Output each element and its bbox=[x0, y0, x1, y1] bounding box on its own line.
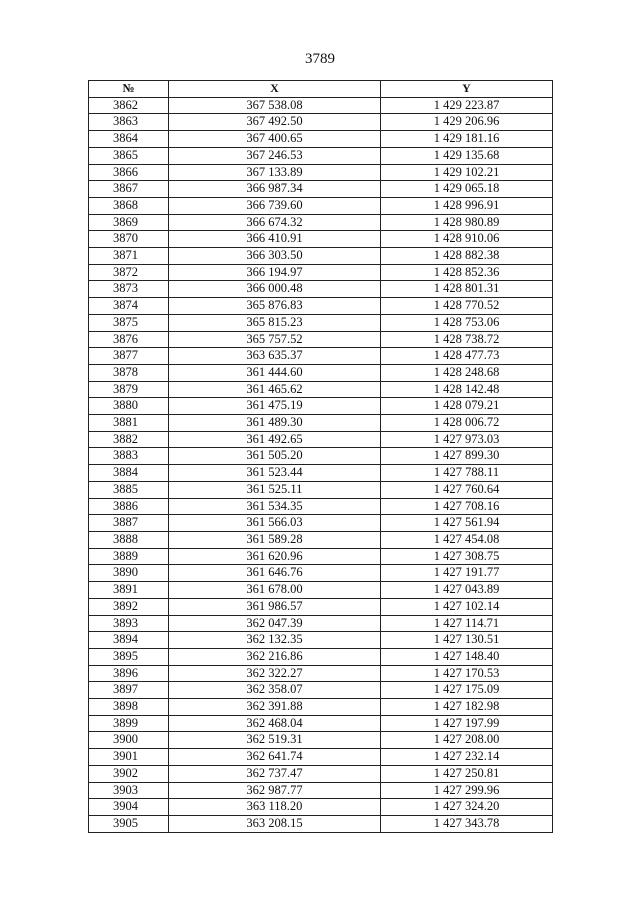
cell-number: 3901 bbox=[89, 749, 169, 766]
cell-number: 3878 bbox=[89, 364, 169, 381]
cell-y: 1 427 191.77 bbox=[381, 565, 553, 582]
cell-y: 1 428 801.31 bbox=[381, 281, 553, 298]
cell-y: 1 428 142.48 bbox=[381, 381, 553, 398]
cell-y: 1 428 738.72 bbox=[381, 331, 553, 348]
cell-number: 3884 bbox=[89, 465, 169, 482]
table-row bbox=[89, 431, 553, 448]
table-row bbox=[89, 565, 553, 582]
cell-x: 361 525.11 bbox=[169, 481, 381, 498]
cell-number: 3886 bbox=[89, 498, 169, 515]
table-row bbox=[89, 732, 553, 749]
table-row bbox=[89, 214, 553, 231]
cell-y: 1 427 043.89 bbox=[381, 582, 553, 599]
cell-x: 367 400.65 bbox=[169, 131, 381, 148]
cell-x: 366 739.60 bbox=[169, 197, 381, 214]
table-row bbox=[89, 782, 553, 799]
cell-number: 3879 bbox=[89, 381, 169, 398]
cell-x: 367 538.08 bbox=[169, 97, 381, 114]
cell-y: 1 427 250.81 bbox=[381, 765, 553, 782]
cell-y: 1 427 760.64 bbox=[381, 481, 553, 498]
cell-number: 3897 bbox=[89, 682, 169, 699]
cell-number: 3867 bbox=[89, 181, 169, 198]
cell-x: 365 815.23 bbox=[169, 314, 381, 331]
coordinates-table bbox=[88, 80, 553, 833]
table-row bbox=[89, 398, 553, 415]
cell-x: 361 444.60 bbox=[169, 364, 381, 381]
cell-number: 3880 bbox=[89, 398, 169, 415]
table-row bbox=[89, 97, 553, 114]
cell-number: 3872 bbox=[89, 264, 169, 281]
cell-number: 3866 bbox=[89, 164, 169, 181]
table-body bbox=[89, 97, 553, 832]
cell-x: 361 620.96 bbox=[169, 548, 381, 565]
cell-number: 3903 bbox=[89, 782, 169, 799]
cell-y: 1 427 175.09 bbox=[381, 682, 553, 699]
column-header-number: № bbox=[89, 81, 169, 98]
table-row bbox=[89, 632, 553, 649]
table-row bbox=[89, 231, 553, 248]
cell-number: 3865 bbox=[89, 147, 169, 164]
table-row bbox=[89, 648, 553, 665]
cell-x: 362 132.35 bbox=[169, 632, 381, 649]
cell-x: 366 410.91 bbox=[169, 231, 381, 248]
cell-y: 1 427 708.16 bbox=[381, 498, 553, 515]
table-row bbox=[89, 465, 553, 482]
cell-number: 3895 bbox=[89, 648, 169, 665]
cell-number: 3868 bbox=[89, 197, 169, 214]
cell-y: 1 427 308.75 bbox=[381, 548, 553, 565]
cell-x: 365 757.52 bbox=[169, 331, 381, 348]
table-row bbox=[89, 298, 553, 315]
cell-x: 362 047.39 bbox=[169, 615, 381, 632]
cell-y: 1 428 980.89 bbox=[381, 214, 553, 231]
table-row bbox=[89, 415, 553, 432]
table-row bbox=[89, 799, 553, 816]
cell-number: 3905 bbox=[89, 815, 169, 832]
table-row bbox=[89, 381, 553, 398]
cell-x: 361 646.76 bbox=[169, 565, 381, 582]
cell-number: 3889 bbox=[89, 548, 169, 565]
cell-x: 361 475.19 bbox=[169, 398, 381, 415]
cell-x: 361 489.30 bbox=[169, 415, 381, 432]
cell-y: 1 427 170.53 bbox=[381, 665, 553, 682]
cell-x: 366 000.48 bbox=[169, 281, 381, 298]
table-row bbox=[89, 264, 553, 281]
cell-y: 1 427 208.00 bbox=[381, 732, 553, 749]
cell-x: 362 641.74 bbox=[169, 749, 381, 766]
table-row bbox=[89, 147, 553, 164]
cell-number: 3900 bbox=[89, 732, 169, 749]
table-row bbox=[89, 481, 553, 498]
cell-number: 3882 bbox=[89, 431, 169, 448]
table-row bbox=[89, 665, 553, 682]
table-row bbox=[89, 197, 553, 214]
cell-y: 1 429 102.21 bbox=[381, 164, 553, 181]
cell-y: 1 429 181.16 bbox=[381, 131, 553, 148]
cell-number: 3876 bbox=[89, 331, 169, 348]
cell-x: 362 358.07 bbox=[169, 682, 381, 699]
cell-number: 3881 bbox=[89, 415, 169, 432]
cell-y: 1 427 232.14 bbox=[381, 749, 553, 766]
cell-y: 1 428 006.72 bbox=[381, 415, 553, 432]
cell-number: 3877 bbox=[89, 348, 169, 365]
cell-y: 1 428 477.73 bbox=[381, 348, 553, 365]
column-header-y: Y bbox=[381, 81, 553, 98]
table-row bbox=[89, 682, 553, 699]
cell-y: 1 427 182.98 bbox=[381, 699, 553, 716]
table-row bbox=[89, 348, 553, 365]
cell-number: 3873 bbox=[89, 281, 169, 298]
cell-number: 3892 bbox=[89, 598, 169, 615]
cell-x: 362 322.27 bbox=[169, 665, 381, 682]
cell-number: 3891 bbox=[89, 582, 169, 599]
cell-x: 362 987.77 bbox=[169, 782, 381, 799]
cell-y: 1 428 852.36 bbox=[381, 264, 553, 281]
cell-y: 1 428 910.06 bbox=[381, 231, 553, 248]
cell-y: 1 427 788.11 bbox=[381, 465, 553, 482]
table-row bbox=[89, 114, 553, 131]
cell-number: 3869 bbox=[89, 214, 169, 231]
table-row bbox=[89, 364, 553, 381]
page-number: 3789 bbox=[305, 51, 335, 67]
cell-number: 3898 bbox=[89, 699, 169, 716]
cell-y: 1 428 079.21 bbox=[381, 398, 553, 415]
cell-x: 361 534.35 bbox=[169, 498, 381, 515]
cell-y: 1 429 206.96 bbox=[381, 114, 553, 131]
cell-y: 1 427 299.96 bbox=[381, 782, 553, 799]
table-row bbox=[89, 582, 553, 599]
cell-y: 1 427 197.99 bbox=[381, 715, 553, 732]
cell-number: 3870 bbox=[89, 231, 169, 248]
cell-number: 3890 bbox=[89, 565, 169, 582]
cell-x: 366 674.32 bbox=[169, 214, 381, 231]
cell-x: 362 216.86 bbox=[169, 648, 381, 665]
table-header-row bbox=[89, 81, 553, 98]
cell-x: 362 468.04 bbox=[169, 715, 381, 732]
cell-number: 3885 bbox=[89, 481, 169, 498]
cell-y: 1 428 248.68 bbox=[381, 364, 553, 381]
cell-x: 367 246.53 bbox=[169, 147, 381, 164]
cell-x: 362 519.31 bbox=[169, 732, 381, 749]
cell-x: 365 876.83 bbox=[169, 298, 381, 315]
cell-number: 3864 bbox=[89, 131, 169, 148]
cell-y: 1 429 135.68 bbox=[381, 147, 553, 164]
table-row bbox=[89, 515, 553, 532]
cell-y: 1 428 996.91 bbox=[381, 197, 553, 214]
cell-x: 361 589.28 bbox=[169, 531, 381, 548]
cell-number: 3862 bbox=[89, 97, 169, 114]
cell-number: 3902 bbox=[89, 765, 169, 782]
cell-y: 1 428 770.52 bbox=[381, 298, 553, 315]
cell-y: 1 428 753.06 bbox=[381, 314, 553, 331]
cell-x: 361 986.57 bbox=[169, 598, 381, 615]
table-row bbox=[89, 331, 553, 348]
cell-x: 362 737.47 bbox=[169, 765, 381, 782]
table-row bbox=[89, 598, 553, 615]
cell-x: 363 118.20 bbox=[169, 799, 381, 816]
cell-x: 361 492.65 bbox=[169, 431, 381, 448]
table-row bbox=[89, 615, 553, 632]
table-row bbox=[89, 715, 553, 732]
cell-number: 3874 bbox=[89, 298, 169, 315]
cell-number: 3863 bbox=[89, 114, 169, 131]
cell-x: 362 391.88 bbox=[169, 699, 381, 716]
cell-number: 3893 bbox=[89, 615, 169, 632]
cell-y: 1 427 454.08 bbox=[381, 531, 553, 548]
cell-y: 1 427 102.14 bbox=[381, 598, 553, 615]
cell-y: 1 429 223.87 bbox=[381, 97, 553, 114]
cell-x: 367 133.89 bbox=[169, 164, 381, 181]
table-row bbox=[89, 248, 553, 265]
cell-y: 1 427 973.03 bbox=[381, 431, 553, 448]
cell-x: 361 678.00 bbox=[169, 582, 381, 599]
column-header-x: X bbox=[169, 81, 381, 98]
cell-number: 3888 bbox=[89, 531, 169, 548]
cell-y: 1 427 899.30 bbox=[381, 448, 553, 465]
table-row bbox=[89, 131, 553, 148]
table-row bbox=[89, 181, 553, 198]
cell-x: 361 566.03 bbox=[169, 515, 381, 532]
cell-number: 3904 bbox=[89, 799, 169, 816]
cell-number: 3871 bbox=[89, 248, 169, 265]
cell-y: 1 427 343.78 bbox=[381, 815, 553, 832]
cell-x: 366 303.50 bbox=[169, 248, 381, 265]
table-row bbox=[89, 281, 553, 298]
cell-x: 361 505.20 bbox=[169, 448, 381, 465]
cell-number: 3896 bbox=[89, 665, 169, 682]
table-row bbox=[89, 448, 553, 465]
cell-x: 361 465.62 bbox=[169, 381, 381, 398]
cell-y: 1 427 130.51 bbox=[381, 632, 553, 649]
cell-x: 363 208.15 bbox=[169, 815, 381, 832]
table-row bbox=[89, 498, 553, 515]
table-row bbox=[89, 815, 553, 832]
cell-y: 1 427 561.94 bbox=[381, 515, 553, 532]
cell-number: 3875 bbox=[89, 314, 169, 331]
cell-number: 3887 bbox=[89, 515, 169, 532]
cell-x: 366 987.34 bbox=[169, 181, 381, 198]
cell-x: 366 194.97 bbox=[169, 264, 381, 281]
table-row bbox=[89, 531, 553, 548]
table-row bbox=[89, 765, 553, 782]
table-row bbox=[89, 749, 553, 766]
cell-number: 3894 bbox=[89, 632, 169, 649]
cell-y: 1 428 882.38 bbox=[381, 248, 553, 265]
table-row bbox=[89, 164, 553, 181]
cell-x: 361 523.44 bbox=[169, 465, 381, 482]
cell-y: 1 429 065.18 bbox=[381, 181, 553, 198]
table-row bbox=[89, 548, 553, 565]
cell-y: 1 427 148.40 bbox=[381, 648, 553, 665]
cell-x: 367 492.50 bbox=[169, 114, 381, 131]
cell-x: 363 635.37 bbox=[169, 348, 381, 365]
table-row bbox=[89, 699, 553, 716]
cell-number: 3883 bbox=[89, 448, 169, 465]
cell-number: 3899 bbox=[89, 715, 169, 732]
cell-y: 1 427 114.71 bbox=[381, 615, 553, 632]
cell-y: 1 427 324.20 bbox=[381, 799, 553, 816]
table-row bbox=[89, 314, 553, 331]
